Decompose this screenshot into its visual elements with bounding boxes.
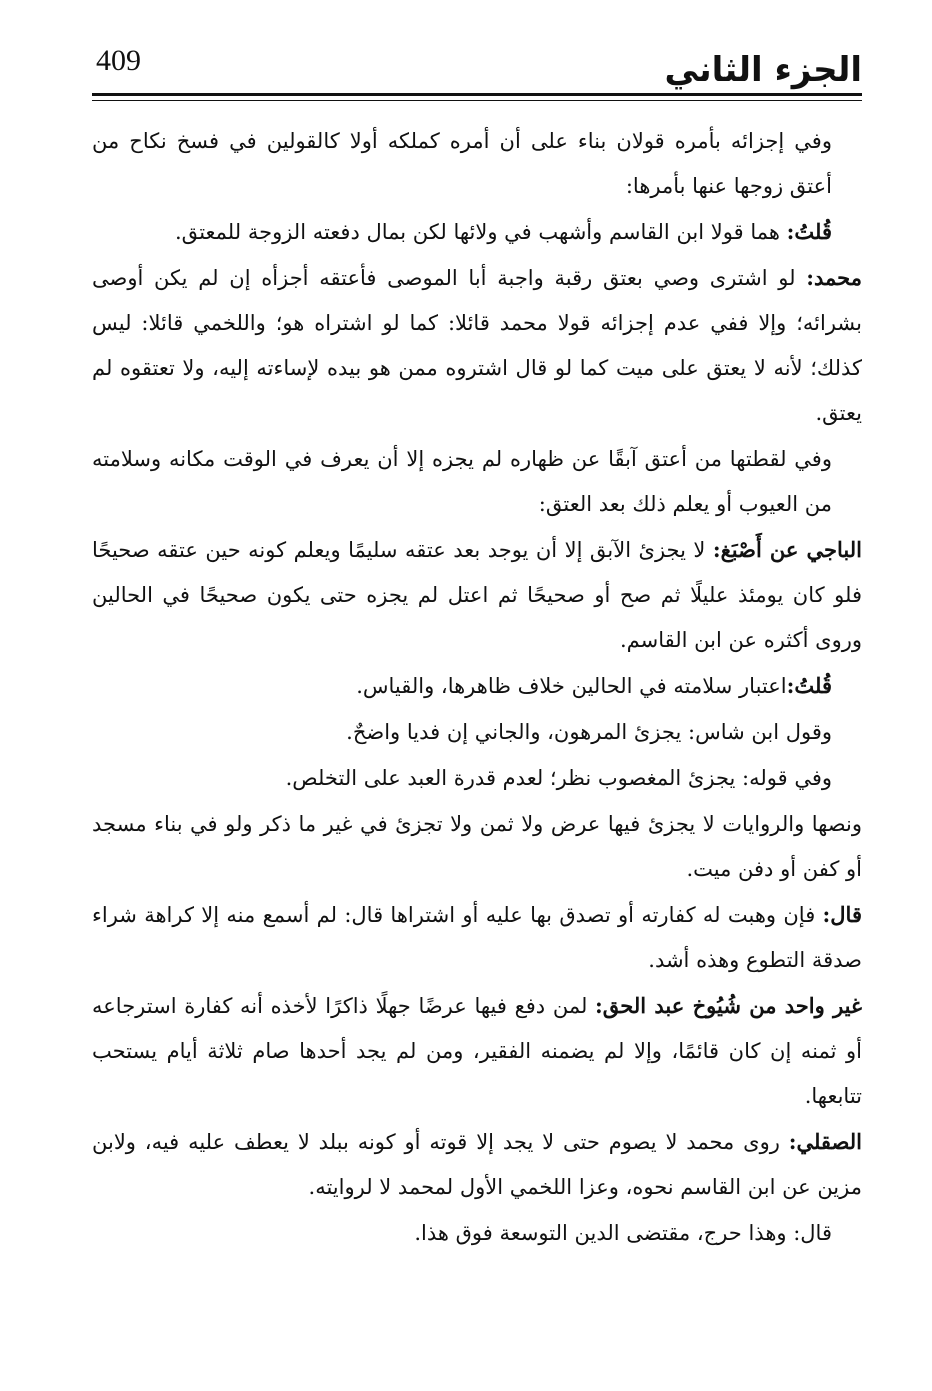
paragraph-text: هما قولا ابن القاسم وأشهب في ولائها لكن بمال دفعته الزوجة للمعتق. xyxy=(175,220,787,244)
paragraph-text: وفي لقطتها من أعتق آبقًا عن ظهاره لم يجزه إلا أن يعرف في الوقت مكانه وسلامته من العيوب أو يعلم ذلك بعد العتق: xyxy=(92,447,832,516)
paragraph-text: روى محمد لا يصوم حتى لا يجد إلا قوته أو كونه ببلد لا يعطف عليه فيه، ولابن مزين عن ابن القاسم نحوه، وعزا اللخمي الأول لمحمد لا لروايته. xyxy=(92,1130,862,1199)
header-rule-thin xyxy=(92,100,862,101)
paragraph-text: ونصها والروايات لا يجزئ فيها عرض ولا ثمن ولا تجزئ في غير ما ذكر ولو في بناء مسجد أو كفن أو دفن ميت. xyxy=(92,812,863,881)
page-body xyxy=(92,118,862,1256)
paragraph xyxy=(92,755,862,801)
paragraph-text: لمن دفع فيها عرضًا جهلًا ذاكرًا لأخذه أنه كفارة استرجاعه أو ثمنه إن كان قائمًا، وإلا لم يضمنه الفقير، ومن لم يجد أحدها صام ثلاثة أيام يستحب تتابعها. xyxy=(92,994,862,1108)
paragraph-lead: غير واحد من شُيُوخ عبد الحق: xyxy=(595,993,862,1018)
paragraph-lead: الصقلي: xyxy=(788,1129,862,1154)
page-header xyxy=(92,40,862,92)
paragraph xyxy=(92,983,862,1119)
paragraph-text: وقول ابن شاس: يجزئ المرهون، والجاني إن فديا واضحٌ. xyxy=(346,720,832,744)
paragraph xyxy=(92,209,862,255)
paragraph-lead: محمد: xyxy=(806,265,862,290)
paragraph-text: لا يجزئ الآبق إلا أن يوجد بعد عتقه سليمًا ويعلم كونه حين عتقه صحيحًا فلو كان يومئذ عليلًا ثم صح أو صحيحًا ثم اعتل لم يجزه حتى يكون صحيحًا في الحالين وروى أكثره عن ابن القاسم. xyxy=(92,538,862,652)
header-rule-thick xyxy=(92,93,862,96)
running-title: الجزء الثاني xyxy=(664,50,862,90)
paragraph xyxy=(92,1119,862,1210)
paragraph xyxy=(92,118,862,209)
page-number: 409 xyxy=(96,44,141,77)
paragraph xyxy=(92,801,862,892)
paragraph-text: لو اشترى وصي بعتق رقبة واجبة أبا الموصى فأعتقه أجزأه إن لم يكن أوصى بشرائه؛ وإلا ففي عدم إجزائه قولا محمد قائلا: كما لو اشتراه هو؛ واللخمي قائلا: ليس كذلك؛ لأنه لا يعتق على ميت كما لو قال اشتروه ممن هو بيده لإساءته إليه، ولا تعتقوه لم يعتق. xyxy=(92,266,862,425)
paragraph xyxy=(92,709,862,755)
paragraph-lead: قُلتُ: xyxy=(786,219,832,244)
paragraph xyxy=(92,892,862,983)
paragraph xyxy=(92,255,862,436)
paragraph xyxy=(92,1210,862,1256)
paragraph-text: وفي قوله: يجزئ المغصوب نظر؛ لعدم قدرة العبد على التخلص. xyxy=(285,766,832,790)
paragraph xyxy=(92,436,862,527)
paragraph-text: وفي إجزائه بأمره قولان بناء على أن أمره كملكه أولا كالقولين في فسخ نكاح من أعتق زوجها عنها بأمرها: xyxy=(92,129,832,198)
paragraph-text: فإن وهبت له كفارته أو تصدق بها عليه أو اشتراها قال: لم أسمع منه إلا كراهة شراء صدقة التطوع وهذه أشد. xyxy=(92,903,862,972)
paragraph xyxy=(92,527,862,663)
paragraph-text: قال: وهذا حرج، مقتضى الدين التوسعة فوق هذا. xyxy=(414,1221,832,1245)
paragraph xyxy=(92,663,862,709)
paragraph-lead: قال: xyxy=(822,902,862,927)
paragraph-text: اعتبار سلامته في الحالين خلاف ظاهرها، والقياس. xyxy=(356,674,787,698)
paragraph-lead: قُلتُ: xyxy=(786,673,832,698)
paragraph-lead: الباجي عن أَصْبَغ: xyxy=(712,537,862,562)
